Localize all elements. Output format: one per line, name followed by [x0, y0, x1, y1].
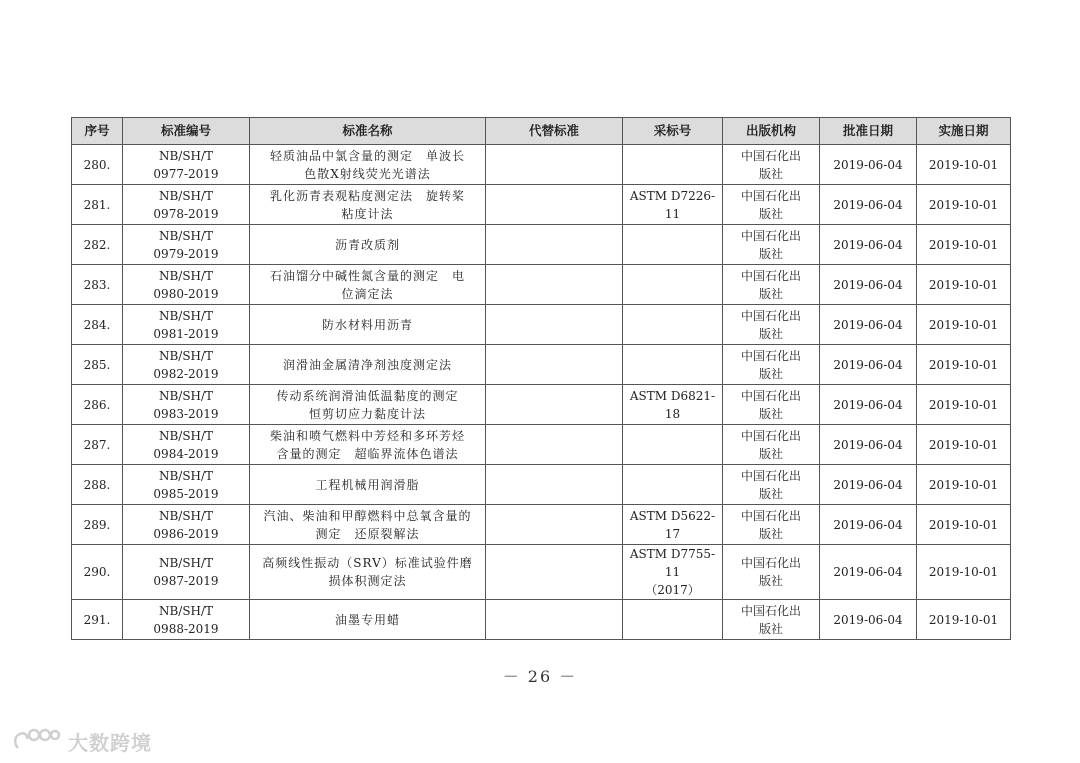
cell-standard-name	[250, 505, 486, 545]
cell-line: NB/SH/T	[158, 308, 214, 323]
cell-standard-code	[123, 225, 250, 265]
cell-line: 中国石化出	[740, 508, 801, 523]
table-row	[72, 225, 1011, 265]
cell-serial: 288.	[72, 465, 123, 505]
cell-line: 防水材料用沥青	[321, 317, 413, 332]
cell-line: （2017）	[645, 583, 700, 597]
cell-line: 中国石化出	[740, 268, 801, 283]
cell-standard-name	[250, 305, 486, 345]
cell-line: ASTM D7755-11	[629, 547, 716, 579]
table-row	[72, 305, 1011, 345]
cell-adopted-standard	[623, 345, 723, 385]
cell-standard-code	[123, 385, 250, 425]
cell-publisher	[723, 145, 820, 185]
cell-implementation-date: 2019-10-01	[917, 465, 1011, 505]
cell-line: 中国石化出	[740, 428, 801, 443]
cell-replaced-standard	[486, 505, 623, 545]
cell-serial: 281.	[72, 185, 123, 225]
cell-line: NB/SH/T	[158, 188, 214, 203]
cell-line: NB/SH/T	[158, 388, 214, 403]
header-standard-name: 标准名称	[250, 118, 486, 145]
cell-standard-code	[123, 145, 250, 185]
table-row	[72, 600, 1011, 640]
cell-standard-name	[250, 345, 486, 385]
cell-publisher	[723, 305, 820, 345]
cell-line: 0987-2019	[153, 574, 219, 588]
cell-line: 0985-2019	[153, 486, 219, 501]
table-row	[72, 425, 1011, 465]
cell-publisher	[723, 345, 820, 385]
cell-approval-date: 2019-06-04	[820, 265, 917, 305]
cell-standard-name	[250, 425, 486, 465]
table-row	[72, 545, 1011, 600]
cell-standard-code	[123, 265, 250, 305]
cell-replaced-standard	[486, 265, 623, 305]
cell-line: 版社	[758, 246, 783, 261]
cell-publisher	[723, 385, 820, 425]
table-row	[72, 265, 1011, 305]
cell-line: 版社	[758, 486, 783, 501]
cell-standard-name	[250, 265, 486, 305]
cell-line: 中国石化出	[740, 603, 801, 618]
cell-line: 测定 还原裂解法	[315, 526, 420, 541]
cell-implementation-date: 2019-10-01	[917, 345, 1011, 385]
cell-line: 汽油、柴油和甲醇燃料中总氧含量的	[263, 508, 472, 523]
cell-implementation-date: 2019-10-01	[917, 265, 1011, 305]
bubble-logo-icon	[12, 726, 62, 756]
cell-line: 工程机械用润滑脂	[315, 477, 420, 492]
cell-line: NB/SH/T	[158, 228, 214, 243]
table-row	[72, 465, 1011, 505]
cell-adopted-standard	[623, 465, 723, 505]
cell-adopted-standard	[623, 145, 723, 185]
cell-publisher	[723, 465, 820, 505]
cell-publisher	[723, 545, 820, 600]
cell-line: 乳化沥青表观粘度测定法 旋转桨	[269, 188, 465, 203]
cell-line: 含量的测定 超临界流体色谱法	[276, 446, 459, 461]
cell-replaced-standard	[486, 465, 623, 505]
cell-implementation-date: 2019-10-01	[917, 425, 1011, 465]
cell-approval-date: 2019-06-04	[820, 385, 917, 425]
cell-line: 轻质油品中氯含量的测定 单波长	[269, 148, 465, 163]
cell-line: 版社	[758, 621, 783, 636]
table-header-row	[72, 118, 1011, 145]
cell-standard-code	[123, 425, 250, 465]
cell-line: 0984-2019	[153, 446, 219, 461]
cell-implementation-date: 2019-10-01	[917, 305, 1011, 345]
cell-line: 中国石化出	[740, 188, 801, 203]
cell-line: 版社	[758, 406, 783, 421]
cell-line: 0978-2019	[153, 206, 219, 221]
cell-line: NB/SH/T	[158, 268, 214, 283]
header-publisher: 出版机构	[723, 118, 820, 145]
cell-line: NB/SH/T	[158, 148, 214, 163]
cell-approval-date: 2019-06-04	[820, 305, 917, 345]
cell-implementation-date: 2019-10-01	[917, 185, 1011, 225]
cell-line: 版社	[758, 206, 783, 221]
cell-standard-name	[250, 465, 486, 505]
cell-line: 中国石化出	[740, 308, 801, 323]
cell-line: 中国石化出	[740, 556, 801, 570]
cell-line: 版社	[758, 326, 783, 341]
cell-line: 中国石化出	[740, 148, 801, 163]
cell-publisher	[723, 505, 820, 545]
cell-replaced-standard	[486, 345, 623, 385]
cell-approval-date: 2019-06-04	[820, 185, 917, 225]
cell-standard-name	[250, 185, 486, 225]
cell-implementation-date: 2019-10-01	[917, 505, 1011, 545]
cell-standard-name	[250, 545, 486, 600]
page-number: － 26 －	[502, 667, 578, 686]
cell-serial: 284.	[72, 305, 123, 345]
cell-line: 中国石化出	[740, 228, 801, 243]
cell-line: NB/SH/T	[158, 348, 214, 363]
cell-line: 中国石化出	[740, 468, 801, 483]
cell-line: 石油馏分中碱性氮含量的测定 电	[269, 268, 465, 283]
cell-line: 0983-2019	[153, 406, 219, 421]
header-standard-code: 标准编号	[123, 118, 250, 145]
cell-serial: 280.	[72, 145, 123, 185]
cell-standard-code	[123, 305, 250, 345]
cell-line: NB/SH/T	[158, 556, 214, 570]
cell-publisher	[723, 600, 820, 640]
cell-adopted-standard	[623, 385, 723, 425]
cell-adopted-standard	[623, 425, 723, 465]
cell-line: 油墨专用蜡	[334, 612, 400, 627]
table-body	[72, 145, 1011, 640]
cell-line: 0981-2019	[153, 326, 219, 341]
cell-approval-date: 2019-06-04	[820, 505, 917, 545]
cell-standard-name	[250, 600, 486, 640]
cell-line: 沥青改质剂	[334, 237, 400, 252]
cell-replaced-standard	[486, 185, 623, 225]
cell-approval-date: 2019-06-04	[820, 465, 917, 505]
cell-implementation-date: 2019-10-01	[917, 145, 1011, 185]
cell-replaced-standard	[486, 425, 623, 465]
cell-line: NB/SH/T	[158, 508, 214, 523]
cell-serial: 289.	[72, 505, 123, 545]
cell-approval-date: 2019-06-04	[820, 145, 917, 185]
cell-line: 0980-2019	[153, 286, 219, 301]
cell-line: 粘度计法	[341, 206, 394, 221]
cell-approval-date: 2019-06-04	[820, 225, 917, 265]
cell-line: 色散X射线荧光光谱法	[304, 166, 431, 181]
cell-line: 0977-2019	[153, 166, 219, 181]
cell-line: 版社	[758, 286, 783, 301]
header-replaced-standard: 代替标准	[486, 118, 623, 145]
watermark	[12, 726, 152, 756]
cell-standard-code	[123, 185, 250, 225]
cell-replaced-standard	[486, 600, 623, 640]
cell-line: 0979-2019	[153, 246, 219, 261]
watermark-text: 大数跨境	[68, 730, 152, 755]
cell-line: ASTM D7226-11	[629, 188, 716, 221]
cell-line: 损体积测定法	[328, 574, 407, 588]
standards-table	[71, 117, 1011, 640]
cell-serial: 291.	[72, 600, 123, 640]
cell-standard-code	[123, 465, 250, 505]
cell-implementation-date: 2019-10-01	[917, 225, 1011, 265]
cell-replaced-standard	[486, 225, 623, 265]
table-row	[72, 145, 1011, 185]
cell-line: ASTM D6821-18	[629, 388, 716, 421]
cell-publisher	[723, 265, 820, 305]
cell-line: ASTM D5622-17	[629, 508, 716, 541]
table-row	[72, 345, 1011, 385]
cell-publisher	[723, 425, 820, 465]
cell-serial: 282.	[72, 225, 123, 265]
cell-standard-name	[250, 385, 486, 425]
cell-line: NB/SH/T	[158, 468, 214, 483]
table-row	[72, 385, 1011, 425]
cell-implementation-date: 2019-10-01	[917, 385, 1011, 425]
cell-implementation-date: 2019-10-01	[917, 545, 1011, 600]
cell-line: NB/SH/T	[158, 428, 214, 443]
cell-adopted-standard	[623, 265, 723, 305]
cell-standard-code	[123, 600, 250, 640]
cell-line: 润滑油金属清净剂浊度测定法	[282, 357, 452, 372]
cell-replaced-standard	[486, 305, 623, 345]
cell-adopted-standard	[623, 305, 723, 345]
header-serial: 序号	[72, 118, 123, 145]
cell-line: 传动系统润滑油低温黏度的测定	[276, 388, 459, 403]
cell-publisher	[723, 185, 820, 225]
cell-serial: 285.	[72, 345, 123, 385]
cell-line: 中国石化出	[740, 348, 801, 363]
cell-adopted-standard	[623, 185, 723, 225]
cell-adopted-standard	[623, 505, 723, 545]
header-adopted-standard: 采标号	[623, 118, 723, 145]
cell-line: 0988-2019	[153, 621, 219, 636]
cell-line: 0982-2019	[153, 366, 219, 381]
header-approval-date: 批准日期	[820, 118, 917, 145]
cell-line: 版社	[758, 526, 783, 541]
cell-serial: 287.	[72, 425, 123, 465]
cell-standard-name	[250, 225, 486, 265]
cell-adopted-standard	[623, 225, 723, 265]
cell-line: 版社	[758, 366, 783, 381]
table-row	[72, 505, 1011, 545]
cell-approval-date: 2019-06-04	[820, 345, 917, 385]
cell-line: 版社	[758, 574, 783, 588]
cell-line: NB/SH/T	[158, 603, 214, 618]
cell-line: 版社	[758, 446, 783, 461]
cell-standard-code	[123, 545, 250, 600]
cell-serial: 290.	[72, 545, 123, 600]
cell-approval-date: 2019-06-04	[820, 545, 917, 600]
cell-standard-code	[123, 345, 250, 385]
cell-adopted-standard	[623, 600, 723, 640]
cell-replaced-standard	[486, 145, 623, 185]
cell-standard-code	[123, 505, 250, 545]
cell-replaced-standard	[486, 385, 623, 425]
cell-line: 高频线性振动（SRV）标准试验件磨	[262, 556, 473, 570]
cell-line: 版社	[758, 166, 783, 181]
cell-line: 0986-2019	[153, 526, 219, 541]
cell-standard-name	[250, 145, 486, 185]
cell-replaced-standard	[486, 545, 623, 600]
cell-adopted-standard	[623, 545, 723, 600]
table-row	[72, 185, 1011, 225]
cell-publisher	[723, 225, 820, 265]
cell-approval-date: 2019-06-04	[820, 425, 917, 465]
cell-line: 中国石化出	[740, 388, 801, 403]
cell-implementation-date: 2019-10-01	[917, 600, 1011, 640]
cell-line: 柴油和喷气燃料中芳烃和多环芳烃	[269, 428, 465, 443]
cell-line: 恒剪切应力黏度计法	[308, 406, 426, 421]
cell-serial: 286.	[72, 385, 123, 425]
cell-approval-date: 2019-06-04	[820, 600, 917, 640]
cell-serial: 283.	[72, 265, 123, 305]
header-implementation-date: 实施日期	[917, 118, 1011, 145]
cell-line: 位滴定法	[341, 286, 394, 301]
